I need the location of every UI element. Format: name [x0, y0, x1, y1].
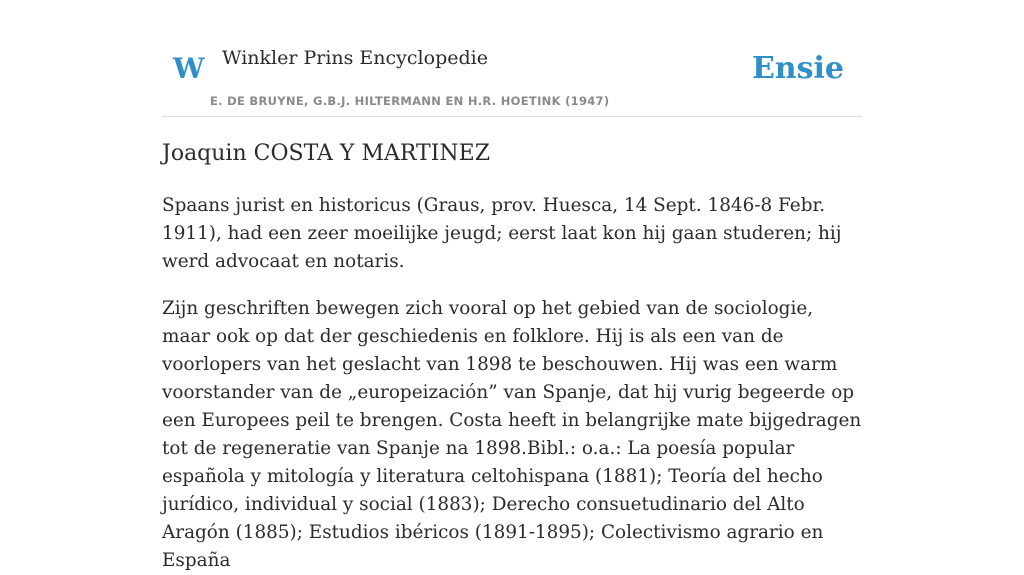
encyclopedia-logo[interactable]: W: [173, 52, 205, 85]
book-authors: E. DE BRUYNE, G.B.J. HILTERMANN EN H.R. HOETINK (1947): [210, 94, 610, 108]
book-title[interactable]: Winkler Prins Encyclopedie: [222, 47, 488, 69]
article-paragraph-1: Spaans jurist en historicus (Graus, prov. Huesca, 14 Sept. 1846-8 Febr. 1911), had een zeer moeilijke jeugd; eerst laat kon hij gaan studeren; hij werd advocaat en notaris.: [162, 195, 842, 272]
page-header: [162, 0, 862, 117]
ensie-brand-logo[interactable]: Ensie: [751, 51, 844, 86]
article: [162, 138, 862, 575]
article-paragraph-2: Zijn geschriften bewegen zich vooral op het gebied van de sociologie, maar ook op dat der geschiedenis en folklore. Hij is als een van de voorlopers van het geslacht van 1898 te beschouwen. Hij was een warm voorstander van de „europeización” van Spanje, dat hij vurig begeerde op een Europees peil te brengen. Costa heeft in belangrijke mate bijgedragen tot de regeneratie van Spanje na 1898.Bibl.: o.a.: La poesía popular española y mitología y literatura celtohispana (1881); Teoría del hecho jurídico, individual y social (1883); Derecho consuetudinario del Alto Aragón (1885); Estudios ibéricos (1891-1895); Colectivismo agrario en España: [162, 298, 862, 571]
article-title: Joaquin COSTA Y MARTINEZ: [162, 141, 490, 166]
